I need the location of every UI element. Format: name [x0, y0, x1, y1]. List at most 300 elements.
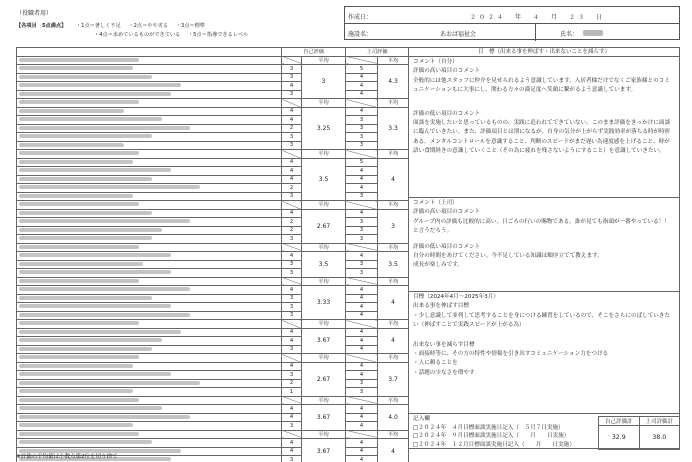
- self-score[interactable]: 1: [282, 388, 302, 397]
- avg-label: 平均: [378, 354, 409, 363]
- blurred-text: [19, 432, 139, 436]
- self-low-title: 評価の低い項目のコメント: [413, 110, 481, 117]
- item-text: [17, 413, 282, 422]
- legend-item: ・2点＝やや劣る: [128, 23, 169, 29]
- boss-average: 3.3: [378, 107, 409, 150]
- item-text: [17, 158, 282, 167]
- item-text: [17, 175, 282, 184]
- boss-score[interactable]: 3: [346, 388, 378, 397]
- table-row: [17, 422, 409, 431]
- blurred-text: [19, 75, 152, 79]
- blurred-text: [19, 381, 200, 385]
- avg-label: 平均: [378, 201, 409, 210]
- boss-average: 4.3: [378, 65, 409, 99]
- avg-label: 平均: [302, 277, 346, 286]
- self-score[interactable]: 4: [282, 337, 302, 346]
- table-row: [17, 73, 409, 82]
- item-header: [17, 48, 282, 57]
- item-text: [17, 209, 282, 218]
- table-row: [17, 82, 409, 91]
- legend-tag: 【各項目 5点満点】: [16, 23, 67, 29]
- section-row: [17, 150, 409, 159]
- self-average: 3.67: [302, 328, 346, 354]
- self-eval-header: 自己評価: [282, 48, 346, 57]
- item-text: [17, 388, 282, 397]
- created-date[interactable]: ２０２４ 年 ４ 月 ２３ 日: [470, 14, 606, 21]
- diagonal-cell: [346, 277, 378, 286]
- boss-score[interactable]: 3: [346, 226, 378, 235]
- table-row: [17, 124, 409, 133]
- boss-score[interactable]: 4: [346, 413, 378, 422]
- boss-score[interactable]: 4: [346, 175, 378, 184]
- boss-comment-title: コメント（上司）: [413, 200, 458, 206]
- diagonal-cell: [282, 201, 302, 210]
- diagonal-cell: [282, 320, 302, 329]
- self-score[interactable]: 3: [282, 133, 302, 142]
- section-title: [17, 320, 282, 329]
- table-row: [17, 371, 409, 380]
- blurred-text: [19, 330, 181, 334]
- table-row: [17, 345, 409, 354]
- item-text: [17, 269, 282, 278]
- boss-comment-block[interactable]: [409, 198, 679, 292]
- blurred-text: [19, 338, 162, 342]
- item-text: [17, 133, 282, 142]
- item-text: [17, 422, 282, 431]
- diagonal-cell: [282, 430, 302, 439]
- boss-score[interactable]: 4: [346, 405, 378, 414]
- footnote: ※評価の平均値は小数点第2位を切り捨て: [16, 454, 118, 460]
- blurred-text: [19, 168, 171, 172]
- section-row: [17, 430, 409, 439]
- table-row: [17, 235, 409, 244]
- self-score[interactable]: 3: [282, 235, 302, 244]
- blurred-text: [19, 143, 124, 147]
- item-text: [17, 260, 282, 269]
- self-score[interactable]: 3: [282, 456, 302, 462]
- avg-label: 平均: [378, 320, 409, 329]
- section-row: [17, 277, 409, 286]
- boss-score[interactable]: 3: [346, 124, 378, 133]
- section-row: [17, 396, 409, 405]
- self-comment-block[interactable]: [409, 57, 679, 198]
- section-title: [17, 277, 282, 286]
- table-row: [17, 226, 409, 235]
- self-score[interactable]: 3: [282, 73, 302, 82]
- item-text: [17, 107, 282, 116]
- section-title: [17, 99, 282, 108]
- section-title: [17, 56, 282, 65]
- self-score[interactable]: 3: [282, 294, 302, 303]
- table-row: [17, 311, 409, 320]
- table-row: [17, 260, 409, 269]
- record-item[interactable]: □２０２４年 １２月目標面談実施日記入（ 月 日実施）: [413, 441, 575, 448]
- section-row: [17, 320, 409, 329]
- boss-score[interactable]: 4: [346, 167, 378, 176]
- blurred-text: [19, 211, 152, 215]
- table-row: [17, 286, 409, 295]
- item-text: [17, 192, 282, 201]
- diagonal-cell: [346, 99, 378, 108]
- blurred-text: [19, 177, 152, 181]
- boss-score[interactable]: 4: [346, 184, 378, 193]
- boss-score[interactable]: 4: [346, 209, 378, 218]
- item-text: [17, 73, 282, 82]
- record-item[interactable]: □２０２４年 ４月目標面談実施日記入（ ５月７日実施）: [413, 424, 564, 431]
- blurred-text: [19, 194, 133, 198]
- item-text: [17, 235, 282, 244]
- blurred-text: [19, 372, 171, 376]
- avg-label: 平均: [378, 277, 409, 286]
- diagonal-cell: [346, 320, 378, 329]
- section-title: [17, 150, 282, 159]
- blurred-text: [19, 304, 171, 308]
- section-row: [17, 56, 409, 65]
- self-score[interactable]: 4: [282, 167, 302, 176]
- blurred-text: [19, 83, 181, 87]
- self-score[interactable]: 3: [282, 303, 302, 312]
- diagonal-cell: [346, 430, 378, 439]
- person-label: 氏名：: [560, 31, 579, 38]
- boss-score[interactable]: 5: [346, 158, 378, 167]
- boss-average: 3.7: [378, 362, 409, 396]
- self-score[interactable]: 4: [282, 447, 302, 456]
- avg-label: 平均: [302, 243, 346, 252]
- self-average: 3.33: [302, 286, 346, 320]
- diagonal-cell: [346, 150, 378, 159]
- evaluation-table: [16, 47, 409, 462]
- self-average: 3.5: [302, 158, 346, 201]
- legend-item: ・1点＝著しく不足: [75, 23, 121, 29]
- item-text: [17, 371, 282, 380]
- boss-score[interactable]: 4: [346, 371, 378, 380]
- self-score[interactable]: 4: [282, 116, 302, 125]
- item-text: [17, 167, 282, 176]
- diagonal-cell: [282, 56, 302, 65]
- blurred-text: [19, 406, 162, 410]
- blurred-text: [19, 279, 139, 283]
- boss-score[interactable]: 4: [346, 328, 378, 337]
- item-text: [17, 345, 282, 354]
- facility-label: 施設名：: [348, 31, 373, 38]
- blurred-text: [19, 364, 133, 368]
- boss-score[interactable]: 4: [346, 82, 378, 91]
- table-row: [17, 184, 409, 193]
- legend-item: ・3点＝標準: [175, 23, 205, 29]
- info-box: [344, 6, 680, 40]
- blurred-text: [19, 185, 200, 189]
- boss-score[interactable]: 4: [346, 90, 378, 99]
- boss-average: 4: [378, 328, 409, 354]
- section-title: [17, 430, 282, 439]
- table-row: [17, 362, 409, 371]
- boss-score[interactable]: 3: [346, 260, 378, 269]
- item-text: [17, 124, 282, 133]
- boss-average: 3: [378, 209, 409, 243]
- blurred-text: [19, 160, 133, 164]
- table-row: [17, 405, 409, 414]
- self-total-label: 自己評価計: [599, 417, 640, 426]
- table-row: [17, 116, 409, 125]
- boss-average: 4.0: [378, 405, 409, 431]
- self-score[interactable]: 4: [282, 328, 302, 337]
- blurred-text: [19, 228, 162, 232]
- self-score[interactable]: 3: [282, 269, 302, 278]
- blurred-text: [19, 440, 152, 444]
- item-text: [17, 226, 282, 235]
- boss-score[interactable]: 4: [346, 337, 378, 346]
- self-high-title: 評価の高い項目のコメント: [413, 68, 481, 75]
- table-row: [17, 328, 409, 337]
- boss-high-text: グループ内の評価も比較的に高い。日ごろの行いの賜物である。誰が見ても指頭が一番やっている！！と言うだろう。: [413, 218, 670, 235]
- section-title: [17, 243, 282, 252]
- diagonal-cell: [346, 396, 378, 405]
- created-row: [345, 7, 679, 24]
- self-score[interactable]: 3: [282, 260, 302, 269]
- self-score[interactable]: 3: [282, 192, 302, 201]
- blurred-text: [19, 117, 162, 121]
- section-title: [17, 201, 282, 210]
- blurred-text: [19, 355, 139, 359]
- diagonal-cell: [282, 277, 302, 286]
- boss-score[interactable]: 4: [346, 107, 378, 116]
- avg-label: 平均: [302, 430, 346, 439]
- table-row: [17, 158, 409, 167]
- diagonal-cell: [346, 243, 378, 252]
- boss-score[interactable]: 4: [346, 303, 378, 312]
- goal-block[interactable]: [409, 292, 679, 414]
- self-score[interactable]: 3: [282, 141, 302, 150]
- self-average: 3.5: [302, 252, 346, 278]
- self-score[interactable]: 3: [282, 422, 302, 431]
- section-row: [17, 99, 409, 108]
- legend-item: ・5点＝指導できるレベル: [187, 32, 249, 38]
- boss-score[interactable]: 3: [346, 192, 378, 201]
- avg-label: 平均: [378, 430, 409, 439]
- self-score[interactable]: 4: [282, 286, 302, 295]
- boss-total-value: 38.0: [639, 426, 680, 450]
- boss-score[interactable]: 3: [346, 116, 378, 125]
- self-average: 2.67: [302, 362, 346, 396]
- avg-label: 平均: [302, 320, 346, 329]
- record-item[interactable]: □２０２４年 ９月目標面談実施日記入（ 月 日実施）: [413, 433, 570, 440]
- avg-label: 平均: [378, 150, 409, 159]
- section-title: [17, 396, 282, 405]
- total-score-box: [598, 416, 680, 449]
- avg-label: 平均: [378, 56, 409, 65]
- self-score[interactable]: 4: [282, 209, 302, 218]
- boss-low-title: 評価の低い項目のコメント: [413, 243, 481, 250]
- table-row: [17, 269, 409, 278]
- self-average: 3.25: [302, 107, 346, 150]
- table-row: [17, 337, 409, 346]
- boss-score[interactable]: 4: [346, 447, 378, 456]
- self-score[interactable]: 4: [282, 252, 302, 261]
- self-low-text: 面談を実施したいと思っているものの、実践に追われてできていない。このまま評価をきっかけに面談に臨んでいきたい。また、評価項目とは別になるが、自身の気分が上がらず実践効率が落ちる時が時折ある。メンタルコントロールを意識すること、判断のスピードがまだ遅い為速度感を上げること、時が語い食期経きの意識していくこと（その為に疲れを残さないようにすること）を意識していきたい。: [413, 120, 671, 155]
- boss-score[interactable]: 3: [346, 379, 378, 388]
- blurred-text: [19, 126, 190, 130]
- table-row: [17, 167, 409, 176]
- avg-label: 平均: [302, 99, 346, 108]
- blurred-text: [19, 262, 143, 266]
- section-row: [17, 243, 409, 252]
- diagonal-cell: [346, 201, 378, 210]
- self-score[interactable]: 2: [282, 218, 302, 227]
- legend-item: ・4点＝求めているものができている: [94, 32, 181, 38]
- self-score[interactable]: 2: [282, 184, 302, 193]
- blurred-text: [19, 245, 139, 249]
- boss-score[interactable]: 4: [346, 73, 378, 82]
- goal-reduce-item: ・人に頼ることを: [413, 360, 458, 367]
- boss-score[interactable]: 4: [346, 456, 378, 462]
- boss-score[interactable]: 4: [346, 294, 378, 303]
- table-row: [17, 107, 409, 116]
- blurred-text: [19, 134, 152, 138]
- blurred-text: [19, 389, 133, 393]
- boss-average: 4: [378, 286, 409, 320]
- diagonal-cell: [282, 99, 302, 108]
- table-row: [17, 133, 409, 142]
- table-row: [17, 379, 409, 388]
- self-score[interactable]: 2: [282, 124, 302, 133]
- comment-panel: [408, 47, 680, 449]
- item-text: [17, 90, 282, 99]
- boss-score[interactable]: 4: [346, 345, 378, 354]
- boss-score[interactable]: 5: [346, 65, 378, 74]
- blurred-text: [19, 109, 124, 113]
- goal-period: 目標（2024年4月～2025年3月）: [413, 294, 499, 300]
- item-text: [17, 328, 282, 337]
- boss-score[interactable]: 3: [346, 141, 378, 150]
- boss-score[interactable]: 3: [346, 218, 378, 227]
- table-row: [17, 303, 409, 312]
- item-text: [17, 218, 282, 227]
- boss-score[interactable]: 3: [346, 235, 378, 244]
- avg-label: 平均: [302, 56, 346, 65]
- self-score[interactable]: 4: [282, 405, 302, 414]
- boss-score[interactable]: 4: [346, 252, 378, 261]
- item-text: [17, 65, 282, 74]
- section-row: [17, 201, 409, 210]
- self-comment-title: コメント（自分）: [413, 59, 458, 65]
- table-row: [17, 388, 409, 397]
- blurred-text: [19, 202, 139, 206]
- boss-total-label: 上司評価計: [639, 417, 680, 426]
- boss-average: 3.5: [378, 252, 409, 278]
- self-score[interactable]: 4: [282, 158, 302, 167]
- boss-average: 4: [378, 439, 409, 462]
- self-score[interactable]: 3: [282, 345, 302, 354]
- boss-score[interactable]: 4: [346, 439, 378, 448]
- self-score[interactable]: 4: [282, 362, 302, 371]
- blurred-text: [19, 270, 171, 274]
- avg-label: 平均: [302, 354, 346, 363]
- facility-name[interactable]: あおば福祉会: [440, 31, 477, 38]
- diagonal-cell: [282, 243, 302, 252]
- item-text: [17, 311, 282, 320]
- self-score[interactable]: 2: [282, 226, 302, 235]
- item-text: [17, 337, 282, 346]
- table-row: [17, 252, 409, 261]
- table-row: [17, 439, 409, 448]
- facility-row: [345, 24, 679, 41]
- self-average: 3: [302, 65, 346, 99]
- avg-label: 平均: [378, 99, 409, 108]
- boss-score[interactable]: 3: [346, 133, 378, 142]
- goal-header: 目 標（出来る事を伸ばす・出来ないことを減らす）: [409, 48, 679, 57]
- goal-reduce-item: ・話題の少なさを増やす: [413, 369, 475, 376]
- self-score[interactable]: 4: [282, 439, 302, 448]
- table-header-row: [17, 48, 409, 57]
- self-high-text: 全般的には他スタッフに仲介を見せられるよう意識しています。入居者様だけでなくご家族様とのコミュニケーションもに大事にし、関わる方々の満足度へ笑顔に繋がるよう意識しています。: [413, 77, 670, 94]
- score-legend: [16, 22, 286, 40]
- boss-score[interactable]: 4: [346, 362, 378, 371]
- table-row: [17, 90, 409, 99]
- boss-average: 4: [378, 158, 409, 201]
- blurred-text: [19, 219, 190, 223]
- blurred-text: [19, 287, 190, 291]
- record-title: 記入欄: [413, 416, 430, 422]
- blurred-text: [19, 151, 139, 155]
- avg-label: 平均: [302, 150, 346, 159]
- self-score[interactable]: 4: [282, 107, 302, 116]
- boss-score[interactable]: 4: [346, 422, 378, 431]
- self-score[interactable]: 3: [282, 65, 302, 74]
- self-score[interactable]: 4: [282, 175, 302, 184]
- blurred-text: [19, 398, 139, 402]
- form-role-note: （役職者用）: [16, 10, 53, 17]
- self-score[interactable]: 4: [282, 82, 302, 91]
- boss-score[interactable]: 3: [346, 269, 378, 278]
- self-score[interactable]: 4: [282, 413, 302, 422]
- self-score[interactable]: 3: [282, 311, 302, 320]
- table-row: [17, 218, 409, 227]
- blurred-text: [19, 296, 152, 300]
- self-score[interactable]: 2: [282, 379, 302, 388]
- table-row: [17, 65, 409, 74]
- avg-label: 平均: [378, 243, 409, 252]
- self-average: 3.67: [302, 439, 346, 462]
- avg-label: 平均: [302, 201, 346, 210]
- boss-high-title: 評価の高い項目のコメント: [413, 209, 481, 216]
- goal-grow-text: ・少し意識して並列して思考することを身につける練習をしているので、そこをさらにのばしていきたい（伸ばすことで実践スピードが上がる為）: [413, 312, 671, 329]
- goal-grow-title: 出来る事を伸ばす目標: [413, 303, 469, 310]
- table-row: [17, 209, 409, 218]
- item-text: [17, 303, 282, 312]
- person-name-redacted[interactable]: [583, 29, 603, 36]
- self-score[interactable]: 3: [282, 371, 302, 380]
- diagonal-cell: [346, 354, 378, 363]
- item-text: [17, 379, 282, 388]
- diagonal-cell: [282, 396, 302, 405]
- boss-score[interactable]: 4: [346, 311, 378, 320]
- table-row: [17, 413, 409, 422]
- blurred-text: [19, 415, 190, 419]
- self-score[interactable]: 3: [282, 90, 302, 99]
- table-row: [17, 294, 409, 303]
- diagonal-cell: [282, 354, 302, 363]
- blurred-text: [19, 236, 152, 240]
- boss-score[interactable]: 4: [346, 286, 378, 295]
- boss-low-text2: 成長が楽しみです。: [413, 262, 463, 269]
- self-total-value: 32.9: [599, 426, 640, 450]
- goal-reduce-item: ・面接時等に、その方の特性や情報を引き出すコミュニケーション力をつける: [413, 351, 609, 358]
- blurred-text: [19, 58, 139, 62]
- item-text: [17, 82, 282, 91]
- blurred-text: [19, 92, 171, 96]
- diagonal-cell: [346, 56, 378, 65]
- item-text: [17, 252, 282, 261]
